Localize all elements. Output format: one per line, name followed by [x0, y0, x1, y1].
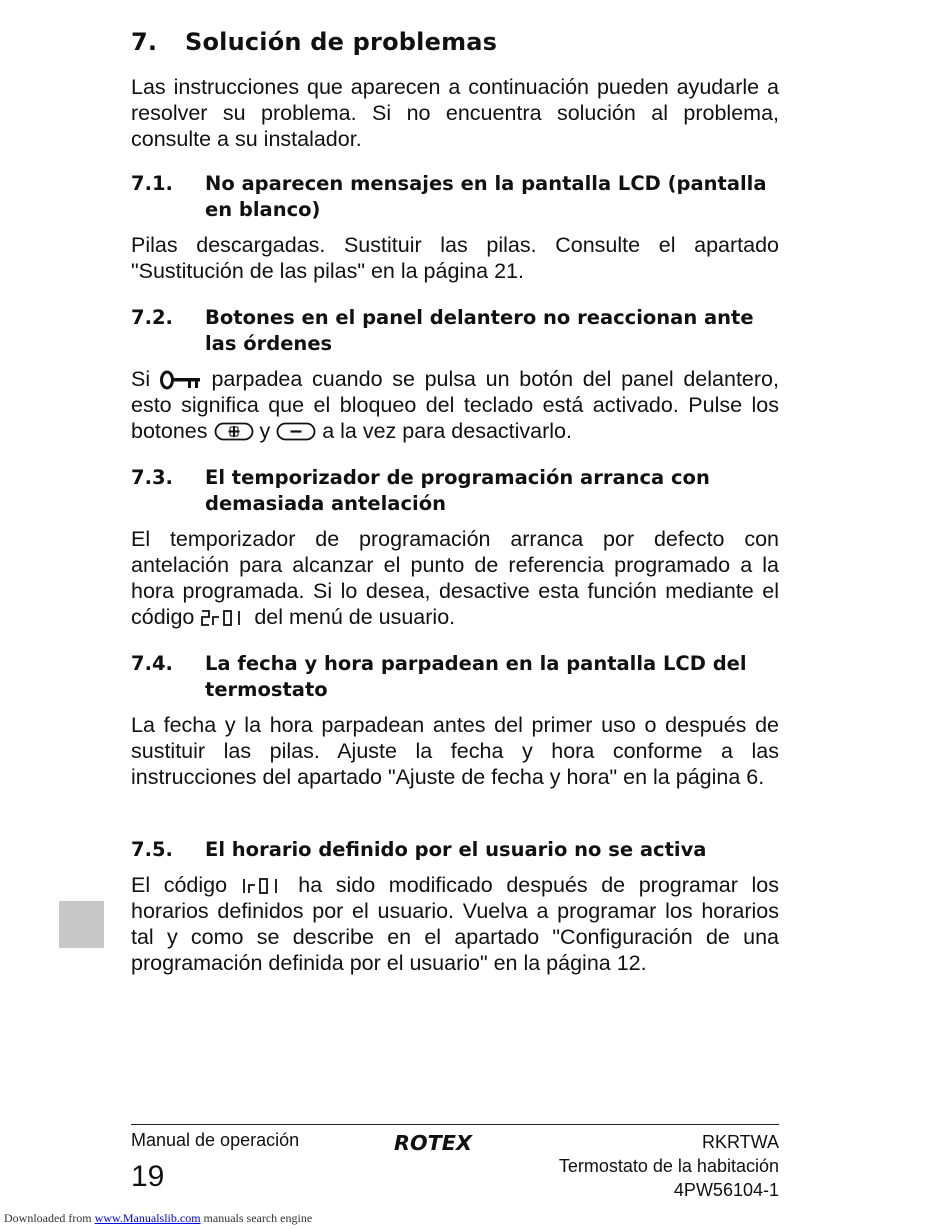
- section-heading: [131, 837, 779, 863]
- section-heading: [131, 171, 779, 223]
- footer-doc-code: 4PW56104-1: [673, 1180, 779, 1200]
- chapter-title: Solución de problemas: [185, 28, 498, 56]
- section-number: 7.4.: [131, 652, 173, 675]
- section-7-5: [131, 837, 779, 976]
- body-text: El temporizador de programación arranca por defecto con antelación para alcanzar el punto de referencia programado a la hora programada. Si lo desea, desactive esta función mediante el código: [131, 527, 779, 629]
- svg-text:ROTEX: ROTEX: [394, 1131, 474, 1153]
- rotex-logo: [394, 1131, 474, 1153]
- body-text: El código: [131, 873, 228, 897]
- footer-product-name: Termostato de la habitación: [558, 1156, 779, 1176]
- chapter-tab-marker: [59, 901, 104, 948]
- body-text: a la vez para desactivarlo.: [322, 419, 572, 443]
- section-number: 7.2.: [131, 306, 173, 329]
- section-body: [131, 872, 779, 976]
- footer-divider: [131, 1124, 779, 1125]
- section-body: [131, 366, 779, 444]
- section-7-3: [131, 465, 779, 630]
- download-prefix: Downloaded from: [4, 1211, 92, 1225]
- section-heading: [131, 305, 779, 357]
- body-text: Si: [131, 367, 151, 391]
- section-number: 7.5.: [131, 838, 173, 861]
- minus-button-icon: [276, 422, 316, 442]
- section-7-4: [131, 651, 779, 790]
- section-number: 7.1.: [131, 172, 173, 195]
- section-body: Pilas descargadas. Sustituir las pilas. Consulte el apartado "Sustitución de las pilas" en la página 21.: [131, 233, 779, 283]
- lcd-code-icon: [200, 607, 248, 629]
- body-text: ha sido modificado después de programar los horarios definidos por el usuario. Vuelva a programar los horarios tal y como se describe en el apartado "Configuración de una programación definida por el usuario" en la página 12.: [131, 873, 779, 975]
- footer-manual-title: Manual de operación: [131, 1130, 300, 1150]
- section-title: No aparecen mensajes en la pantalla LCD (pantalla en blanco): [205, 172, 767, 221]
- download-notice: [4, 1211, 312, 1226]
- section-7-1: [131, 171, 779, 284]
- intro-block: [131, 74, 779, 152]
- page-number: 19: [131, 1160, 165, 1193]
- download-suffix: manuals search engine: [203, 1211, 313, 1225]
- section-title: El horario definido por el usuario no se activa: [205, 838, 707, 861]
- section-title: El temporizador de programación arranca con demasiada antelación: [205, 466, 710, 515]
- footer-product-info: [559, 1130, 779, 1202]
- chapter-heading: [131, 28, 497, 56]
- chapter-number: 7.: [131, 28, 158, 56]
- section-title: Botones en el panel delantero no reaccionan ante las órdenes: [205, 306, 754, 355]
- body-text: parpadea cuando se pulsa un botón del panel delantero, esto significa que el bloqueo del teclado está activado. Pulse los botones: [131, 367, 779, 443]
- key-icon: [160, 370, 202, 390]
- section-heading: [131, 651, 779, 703]
- lcd-code-icon: [241, 875, 285, 897]
- manualslib-link[interactable]: www.Manualslib.com: [94, 1211, 201, 1225]
- section-7-2: [131, 305, 779, 444]
- section-body: La fecha y la hora parpadean antes del primer uso o después de sustituir las pilas. Ajuste la fecha y hora conforme a las instrucciones del apartado "Ajuste de fecha y hora" en la página 6.: [131, 713, 779, 789]
- body-text: del menú de usuario.: [254, 605, 456, 629]
- body-text: y: [259, 419, 271, 443]
- footer-model: RKRTWA: [701, 1132, 779, 1152]
- section-heading: [131, 465, 779, 517]
- intro-paragraph: Las instrucciones que aparecen a continuación pueden ayudarle a resolver su problema. Si no encuentra solución al problema, consulte a su instalador.: [131, 75, 779, 151]
- section-title: La fecha y hora parpadean en la pantalla LCD del termostato: [205, 652, 747, 701]
- section-body: [131, 526, 779, 630]
- plus-button-icon: [214, 422, 254, 442]
- section-number: 7.3.: [131, 466, 173, 489]
